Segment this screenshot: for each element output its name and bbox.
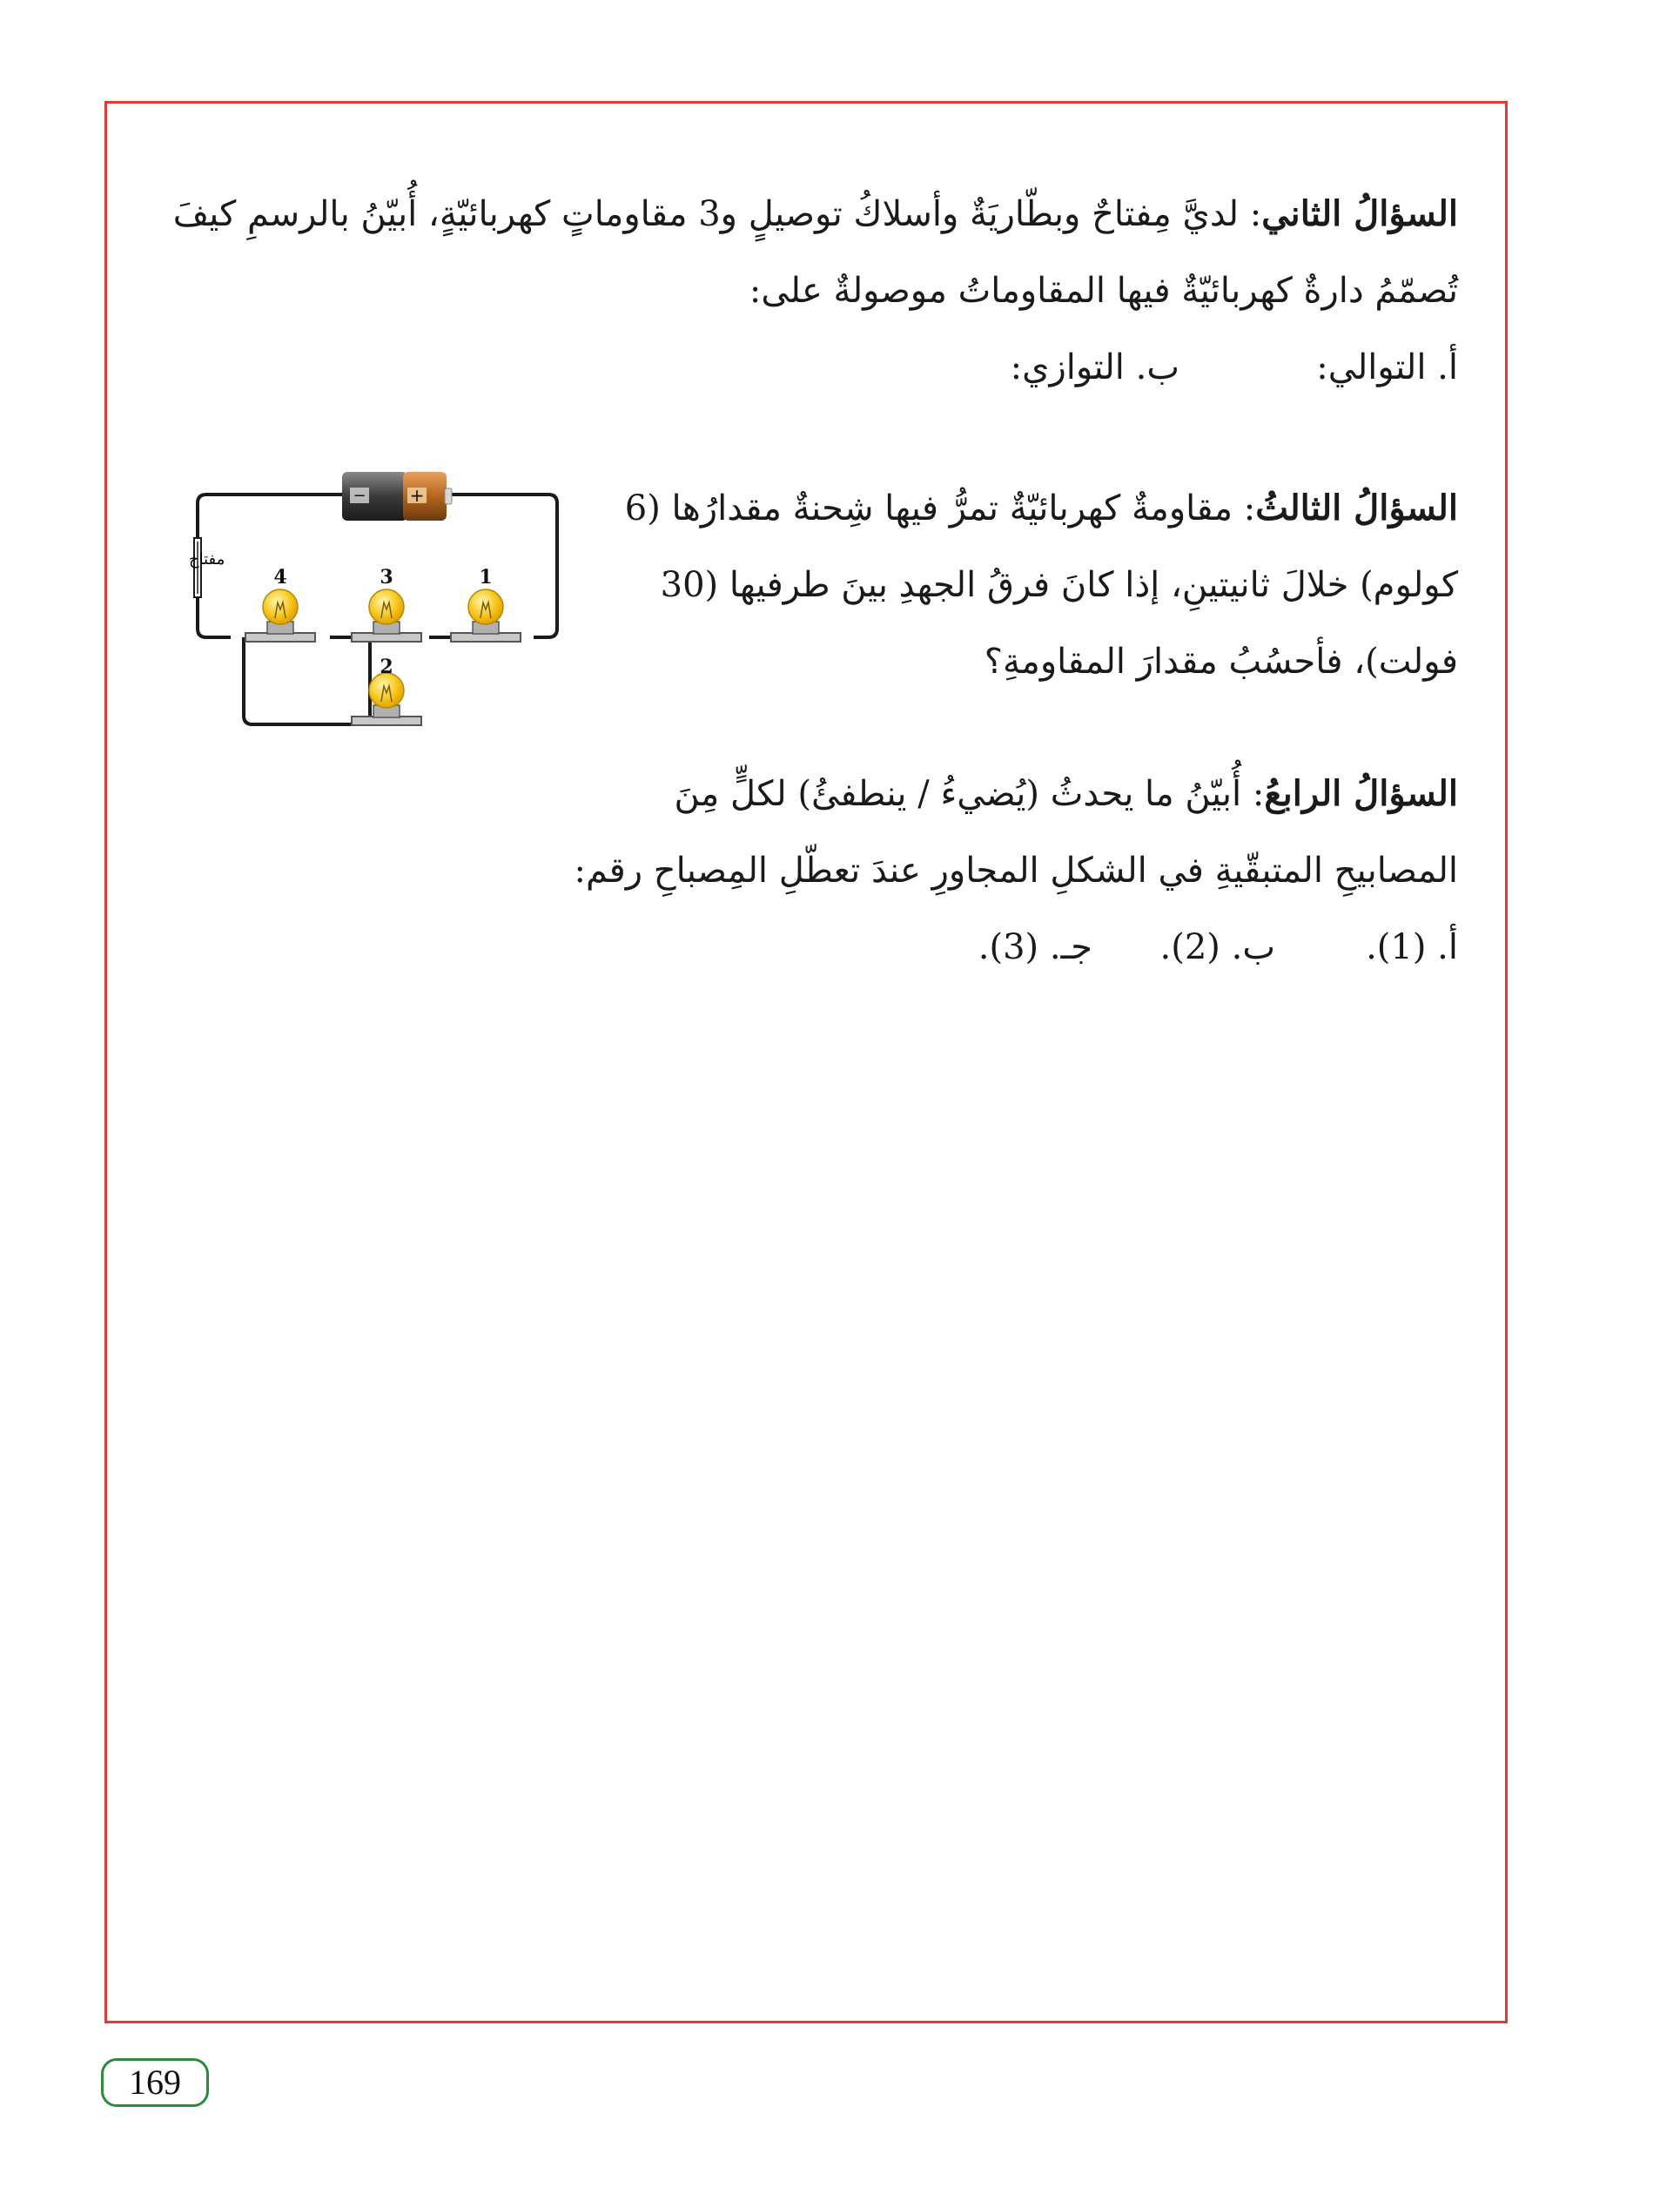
question-two-title: السؤالُ الثاني [1261, 193, 1458, 234]
wire-branch [244, 637, 370, 724]
bulb-label-1: 1 [479, 566, 493, 589]
wire-top-left [198, 495, 344, 540]
option-bulb-1: أ. (1). [1366, 927, 1458, 967]
bulb-label-2: 2 [380, 656, 393, 678]
question-four-text-1: : أُبيّنُ ما يحدثُ (يُضيءُ / ينطفئُ) لكلٍّ مِنَ [674, 774, 1265, 814]
wire-top-right [447, 495, 557, 637]
battery-minus: − [353, 487, 366, 505]
question-two-line-2: تُصمّمُ دارةٌ كهربائيّةٌ فيها المقاوماتُ موصولةٌ على: [749, 271, 1458, 311]
question-three-line-3: فولت)، فأحسُبُ مقدارَ المقاومةِ؟ [984, 642, 1458, 682]
bulb-2-icon [352, 673, 421, 725]
option-bulb-2: ب. (2). [1159, 927, 1275, 967]
question-three-title: السؤالُ الثالثُ [1255, 488, 1458, 528]
bulb-3-icon [352, 589, 421, 642]
question-three [622, 470, 1458, 700]
circuit-diagram [135, 463, 570, 733]
question-four-title: السؤالُ الرابعُ [1264, 773, 1458, 814]
question-four [574, 756, 1458, 986]
question-two-line-1 [100, 176, 1458, 252]
wire-switch-down [198, 596, 231, 637]
question-two-options [100, 329, 1458, 406]
bulb-label-3: 3 [380, 566, 393, 589]
bulb-4-icon [245, 589, 315, 642]
bulb-1-icon [451, 589, 521, 642]
battery-icon [342, 472, 452, 521]
option-parallel: ب. التوازي: [1010, 347, 1179, 387]
bulb-label-4: 4 [273, 566, 287, 589]
question-three-text-1: : مقاومةٌ كهربائيّةٌ تمرُّ فيها شِحنةٌ مقدارُها (6 [624, 488, 1256, 528]
question-three-line-1 [622, 470, 1458, 547]
option-series: أ. التوالي: [1316, 347, 1458, 387]
switch-label: مفتاح [189, 550, 225, 569]
page-number: 169 [101, 2058, 209, 2107]
question-three-line-2: كولوم) خلالَ ثانيتينِ، إذا كانَ فرقُ الجهدِ بينَ طرفيها (30 [660, 565, 1458, 605]
option-bulb-3: جـ. (3). [978, 927, 1092, 967]
question-two [100, 176, 1458, 406]
question-four-line-2: المصابيحِ المتبقّيةِ في الشكلِ المجاورِ عندَ تعطّلِ المِصباحِ رقم: [574, 851, 1458, 891]
question-four-line-1 [622, 756, 1458, 832]
question-four-options [622, 909, 1458, 986]
question-two-text-1: : لديَّ مِفتاحٌ وبطّاريَةٌ وأسلاكُ توصيلٍ و3 مقاوماتٍ كهربائيّةٍ، أُبيّنُ بالرسمِ كيفَ [172, 194, 1262, 234]
battery-plus: + [409, 485, 425, 506]
